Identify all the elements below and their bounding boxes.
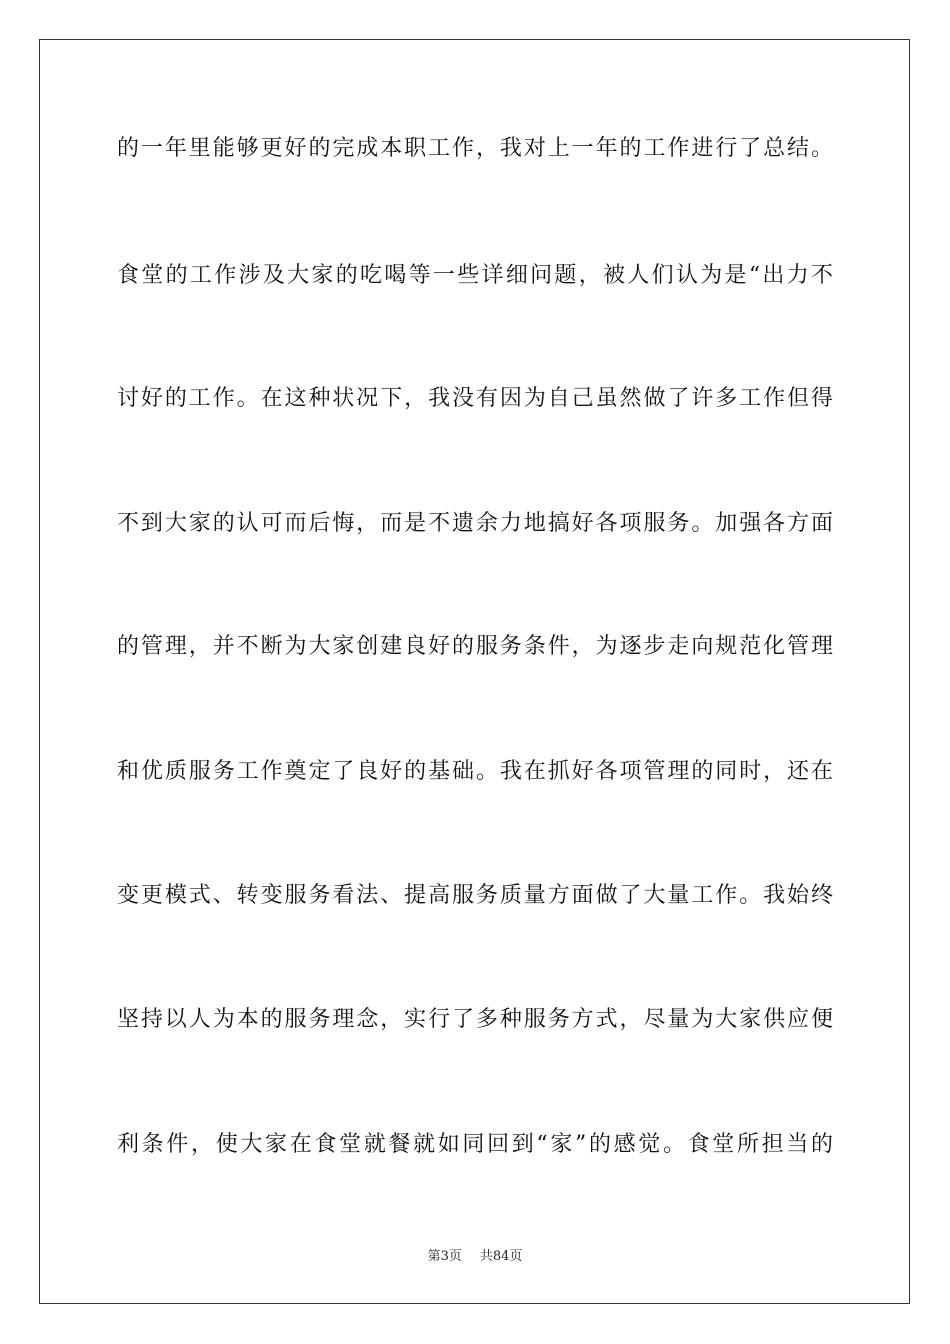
body-text-line: 食堂的工作涉及大家的吃喝等一些详细问题，被人们认为是“出力不 (117, 263, 833, 288)
body-text-line: 利条件，使大家在食堂就餐就如同回到“家”的感觉。食堂所担当的 (117, 1132, 833, 1157)
body-text-line: 和优质服务工作奠定了良好的基础。我在抓好各项管理的同时，还在 (117, 759, 833, 784)
body-text-line: 不到大家的认可而后悔，而是不遗余力地搞好各项服务。加强各方面 (117, 511, 833, 536)
body-text-line: 的一年里能够更好的完成本职工作，我对上一年的工作进行了总结。 (117, 136, 833, 161)
body-text-line: 的管理，并不断为大家创建良好的服务条件，为逐步走向规范化管理 (117, 634, 833, 659)
body-text-line: 坚持以人为本的服务理念，实行了多种服务方式，尽量为大家供应便 (117, 1007, 833, 1032)
body-text-line: 变更模式、转变服务看法、提高服务质量方面做了大量工作。我始终 (117, 883, 833, 908)
page-border (39, 39, 910, 1304)
page-number: 第3页 (427, 1249, 462, 1264)
page-footer (0, 1248, 950, 1266)
body-text-line: 讨好的工作。在这种状况下，我没有因为自己虽然做了许多工作但得 (117, 386, 833, 411)
total-pages: 共84页 (479, 1249, 523, 1264)
